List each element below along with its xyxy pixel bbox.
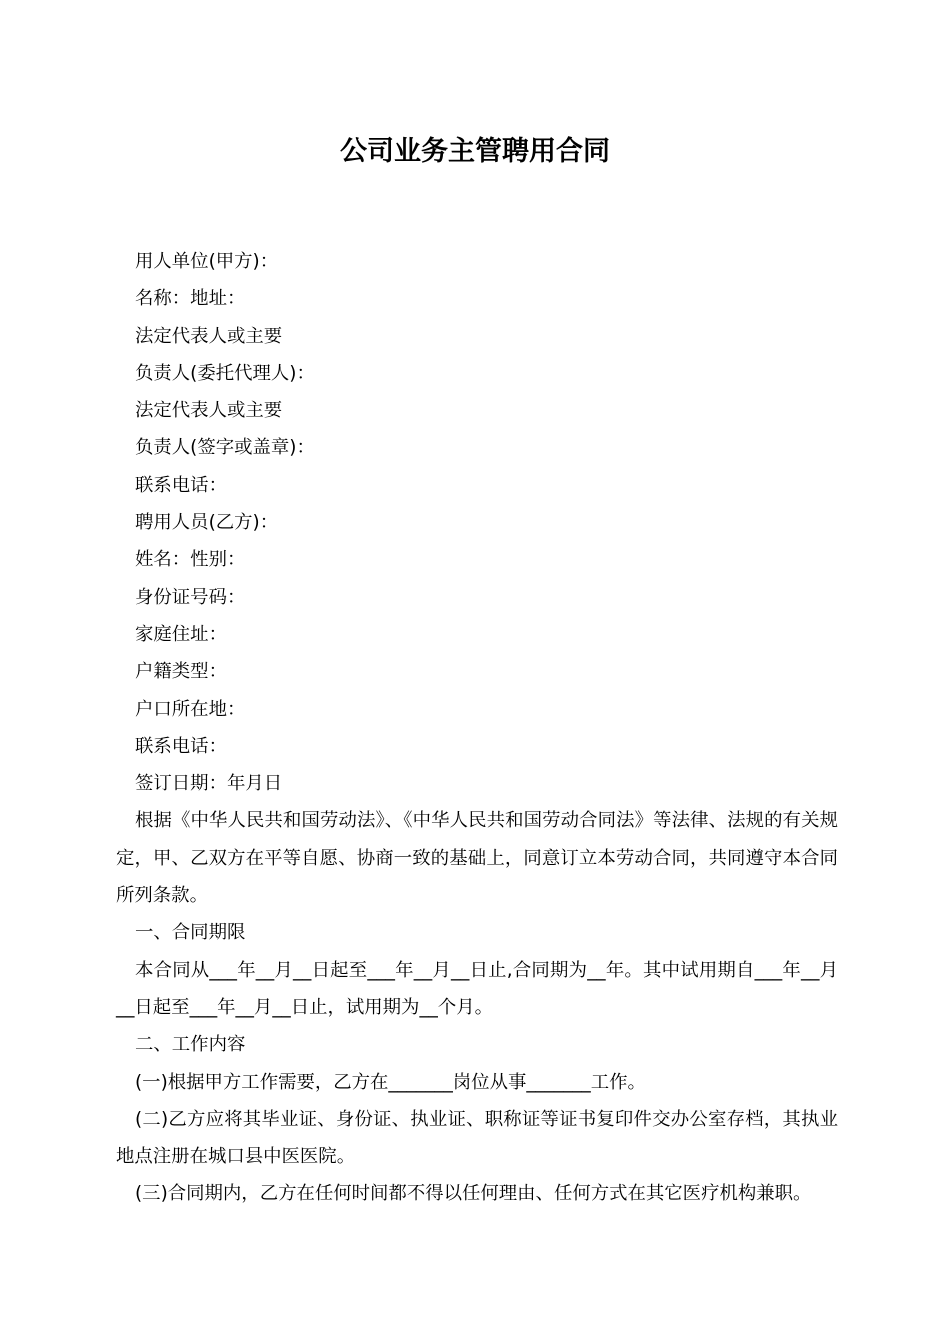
section2-item2: (二)乙方应将其毕业证、身份证、执业证、职称证等证书复印件交办公室存档，其执业地点注册在城口县中医医院。 [116,1108,838,1168]
party-a-rep-line2: 负责人(委托代理人)： [135,362,315,384]
party-b-household-location: 户口所在地： [135,698,246,720]
party-a-rep-line1: 法定代表人或主要 [135,325,283,347]
document-body [116,243,838,1213]
party-a-name-address: 名称：地址： [135,288,246,310]
section2-item1: (一)根据甲方工作需要，乙方在_______岗位从事_______工作。 [135,1071,646,1093]
document-title: 公司业务主管聘用合同 [340,136,610,167]
party-b-home-address: 家庭住址： [135,623,227,645]
party-a-sign-line1: 法定代表人或主要 [135,400,283,422]
section1-heading: 一、合同期限 [135,922,246,944]
party-a-phone: 联系电话： [135,474,227,496]
party-a-sign-line2: 负责人(签字或盖章)： [135,437,315,459]
section1-body: 本合同从___年__月__日起至___年__月__日止,合同期为__年。其中试用期自___年__月__日起至___年__月__日止，试用期为__个月。 [116,959,838,1018]
party-b-id-number: 身份证号码： [135,586,246,608]
section2-item3: (三)合同期内，乙方在任何时间都不得以任何理由、任何方式在其它医疗机构兼职。 [135,1183,812,1205]
party-b-phone: 联系电话： [135,735,227,757]
party-a-label: 用人单位(甲方)： [135,251,279,272]
section2-heading: 二、工作内容 [135,1034,246,1056]
signing-date: 签订日期：年月日 [135,773,283,795]
party-b-label: 聘用人员(乙方)： [135,512,279,534]
party-b-household-type: 户籍类型： [135,661,227,683]
intro-paragraph: 根据《中华人民共和国劳动法》、《中华人民共和国劳动合同法》等法律、法规的有关规定，甲、乙双方在平等自愿、协商一致的基础上，同意订立本劳动合同，共同遵守本合同所列条款。 [116,810,838,907]
party-b-name-gender: 姓名：性别： [135,549,246,571]
